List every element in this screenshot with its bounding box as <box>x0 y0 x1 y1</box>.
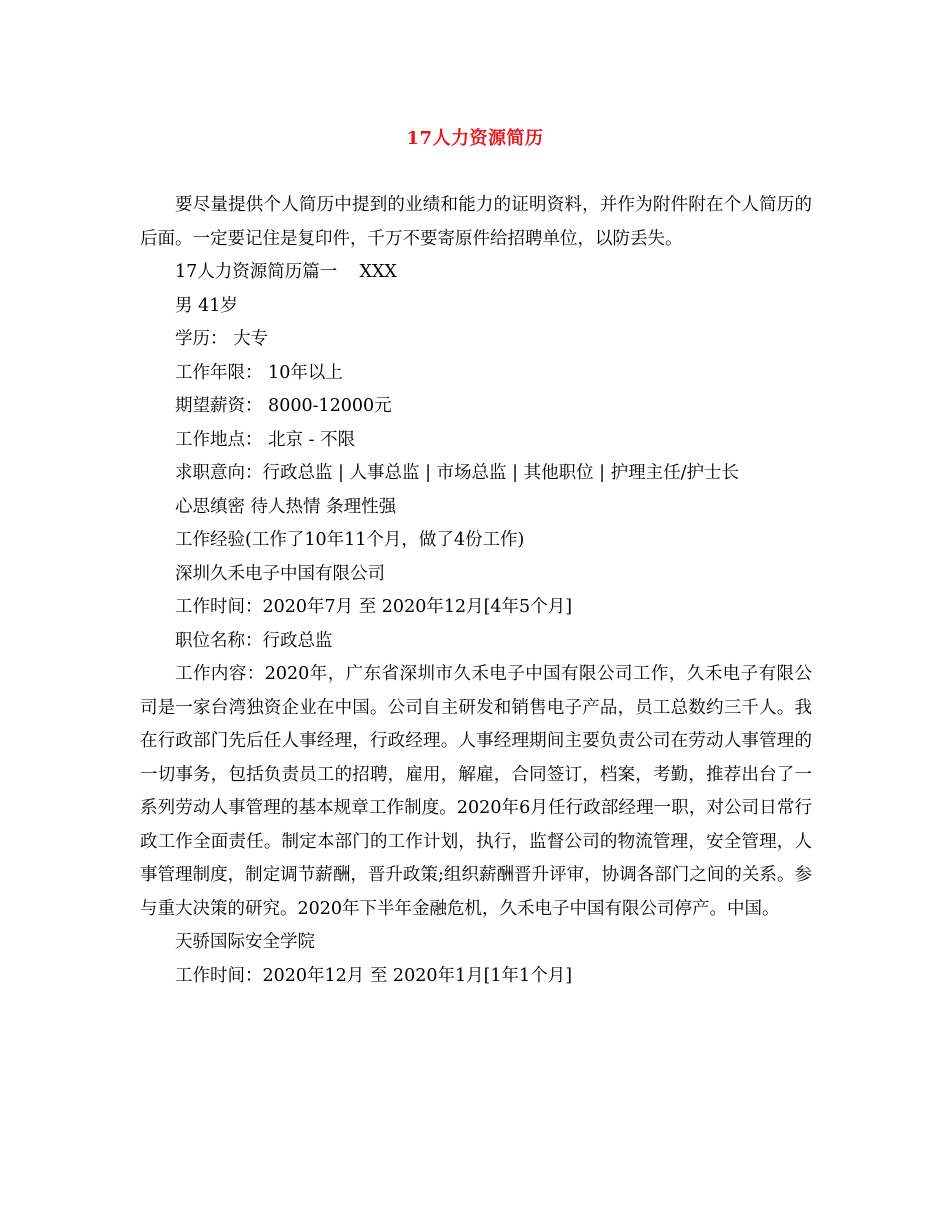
work-location-line: 工作地点： 北京 - 不限 <box>175 429 356 450</box>
position-line: 职位名称：行政总监 <box>175 630 333 651</box>
document-body <box>140 189 812 993</box>
intro-paragraph: 要尽量提供个人简历中提到的业绩和能力的证明资料，并作为附件附在个人简历的后面。一定要记住是复印件，千万不要寄原件给招聘单位，以防丢失。 <box>140 195 812 249</box>
resume-heading-line: 17人力资源简历篇一 XXX <box>175 262 397 282</box>
experience-summary-line: 工作经验(工作了10年11个月，做了4份工作) <box>175 530 525 550</box>
gender-age-line: 男 41岁 <box>175 295 238 316</box>
traits-line: 心思缜密 待人热情 条理性强 <box>175 496 397 517</box>
work-period-line: 工作时间：2020年7月 至 2020年12月[4年5个月] <box>175 597 573 617</box>
work-years-line: 工作年限： 10年以上 <box>175 362 343 383</box>
document-title: 17人力资源简历 <box>406 128 544 149</box>
job-intent-line: 求职意向：行政总监 | 人事总监 | 市场总监 | 其他职位 | 护理主任/护士长 <box>175 463 739 483</box>
job-content-paragraph: 工作内容：2020年，广东省深圳市久禾电子中国有限公司工作，久禾电子有限公司是一家台湾独资企业在中国。公司自主研发和销售电子产品，员工总数约三千人。我在行政部门先后任人事经理，行政经理。人事经理期间主要负责公司在劳动人事管理的一切事务，包括负责员工的招聘，雇用，解雇，合同签订，档案，考勤，推荐出台了一系列劳动人事管理的基本规章工作制度。2020年6月任行政部经理一职，对公司日常行政工作全面责任。制定本部门的工作计划，执行，监督公司的物流管理，安全管理，人事管理制度，制定调节薪酬，晋升政策;组织薪酬晋升评审，协调各部门之间的关系。参与重大决策的研究。2020年下半年金融危机，久禾电子中国有限公司停产。中国。 <box>140 664 812 919</box>
company-name-line: 深圳久禾电子中国有限公司 <box>175 563 385 584</box>
education-line: 学历： 大专 <box>175 329 269 349</box>
work-period-line-2: 工作时间：2020年12月 至 2020年1月[1年1个月] <box>175 965 573 986</box>
expected-salary-line: 期望薪资： 8000-12000元 <box>175 396 392 416</box>
company-name-line-2: 天骄国际安全学院 <box>175 932 315 952</box>
